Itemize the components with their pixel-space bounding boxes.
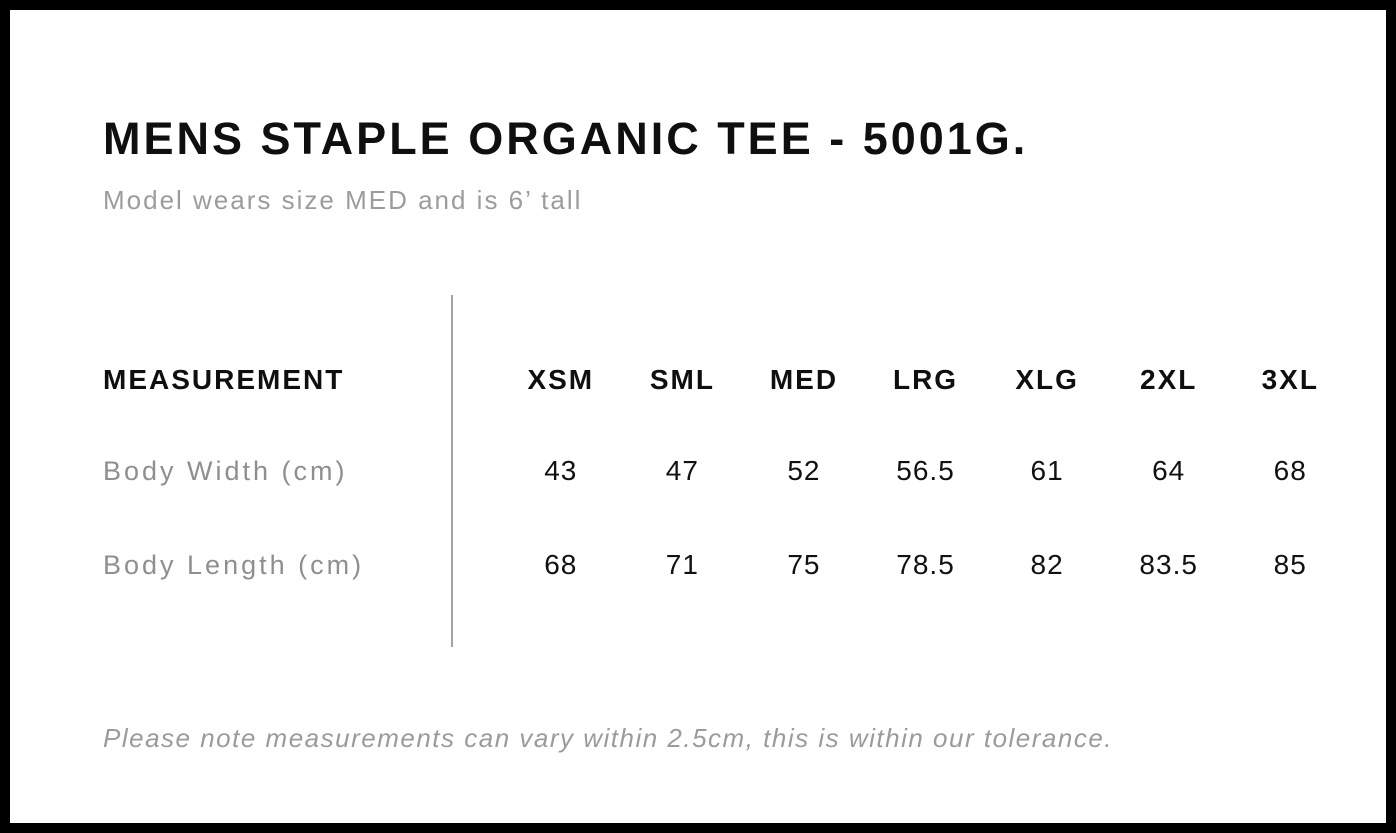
size-header-2xl: 2XL bbox=[1140, 364, 1198, 395]
size-chart-header-row bbox=[103, 357, 1351, 403]
size-header-sml: SML bbox=[649, 364, 715, 395]
body-width-xsm: 43 bbox=[544, 455, 578, 486]
size-header-3xl: 3XL bbox=[1261, 364, 1319, 395]
measurement-column-header: MEASUREMENT bbox=[103, 364, 345, 395]
body-width-sml: 47 bbox=[665, 455, 699, 486]
body-width-values bbox=[500, 455, 1351, 487]
body-width-2xl: 64 bbox=[1152, 455, 1186, 486]
body-width-med: 52 bbox=[787, 455, 821, 486]
body-width-xlg: 61 bbox=[1030, 455, 1064, 486]
body-length-lrg: 78.5 bbox=[896, 549, 955, 580]
tolerance-note: Please note measurements can vary within 2.5cm, this is within our tolerance. bbox=[103, 723, 1114, 753]
size-header-xsm: XSM bbox=[527, 364, 595, 395]
size-header-med: MED bbox=[769, 364, 839, 395]
body-length-sml: 71 bbox=[665, 549, 699, 580]
size-header-cells bbox=[500, 364, 1351, 396]
body-length-3xl: 85 bbox=[1273, 549, 1307, 580]
row-label-body-width: Body Width (cm) bbox=[103, 455, 348, 486]
body-length-2xl: 83.5 bbox=[1139, 549, 1198, 580]
body-length-med: 75 bbox=[787, 549, 821, 580]
model-size-info: Model wears size MED and is 6’ tall bbox=[103, 185, 583, 215]
body-width-3xl: 68 bbox=[1273, 455, 1307, 486]
product-title: MENS STAPLE ORGANIC TEE - 5001G. bbox=[103, 113, 1029, 164]
size-header-xlg: XLG bbox=[1015, 364, 1079, 395]
body-length-values bbox=[500, 549, 1351, 581]
size-header-lrg: LRG bbox=[892, 364, 959, 395]
body-width-row bbox=[103, 448, 1351, 494]
body-length-row bbox=[103, 542, 1351, 588]
row-label-body-length: Body Length (cm) bbox=[103, 549, 365, 580]
body-length-xlg: 82 bbox=[1030, 549, 1064, 580]
body-width-lrg: 56.5 bbox=[896, 455, 955, 486]
body-length-xsm: 68 bbox=[544, 549, 578, 580]
